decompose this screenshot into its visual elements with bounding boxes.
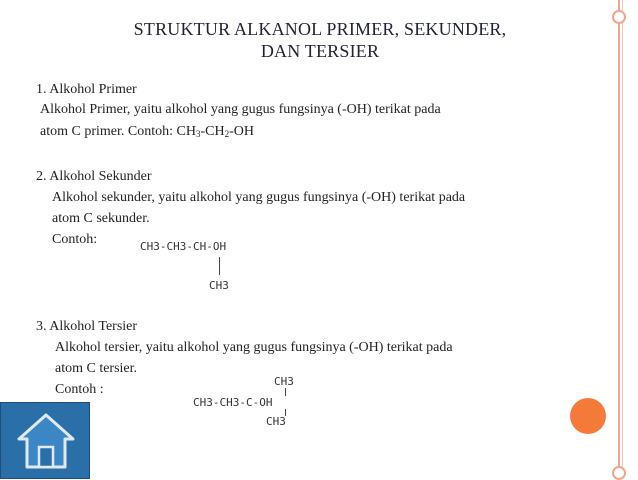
section-1-line-2-mid: -CH: [200, 124, 225, 139]
section-1-heading: 1. Alkohol Primer: [36, 82, 137, 97]
section-3-structure-top: CH3: [274, 375, 294, 388]
section-3-example-label: Contoh :: [55, 382, 104, 397]
section-3-line-2: atom C tersier.: [55, 361, 138, 376]
section-2-bond: [219, 257, 220, 275]
section-1-sub-2: 2: [224, 129, 230, 139]
section-3-structure-bottom: CH3: [266, 415, 286, 428]
decor-circle-bottom: [612, 466, 626, 480]
decor-circle-top: [612, 10, 626, 24]
section-2-structure-branch: CH3: [209, 279, 229, 292]
right-border-line-thin: [622, 0, 623, 479]
section-3-line-1: Alkohol tersier, yaitu alkohol yang gugus fungsinya (-OH) terikat pada: [55, 340, 453, 355]
orange-dot: [570, 398, 606, 434]
slide-title: [60, 18, 580, 62]
home-icon: [15, 411, 77, 471]
section-2-structure-main: CH3-CH3-CH-OH: [140, 240, 227, 253]
section-3-structure-main: CH3-CH3-C-OH: [193, 396, 273, 409]
section-3-heading: 3. Alkohol Tersier: [36, 319, 138, 334]
section-1-line-2-prefix: atom C primer. Contoh: CH: [40, 124, 196, 139]
section-1-sub-1: 3: [195, 129, 201, 139]
section-2-heading: 2. Alkohol Sekunder: [36, 169, 152, 184]
section-1-line-2-suffix: -OH: [229, 124, 254, 139]
title-line-2: DAN TERSIER: [260, 41, 380, 61]
section-2-line-2: atom C sekunder.: [52, 211, 150, 226]
home-button[interactable]: [0, 402, 90, 479]
right-border-line: [618, 0, 620, 479]
section-1-line-1: Alkohol Primer, yaitu alkohol yang gugus fungsinya (-OH) terikat pada: [40, 102, 441, 117]
title-line-1: STRUKTUR ALKANOL PRIMER, SEKUNDER,: [133, 19, 507, 39]
section-1-line-2: [40, 123, 254, 141]
section-2-example-label: Contoh:: [52, 232, 98, 247]
section-2-line-1: Alkohol sekunder, yaitu alkohol yang gugus fungsinya (-OH) terikat pada: [52, 190, 466, 205]
section-3-bond-top: [285, 388, 286, 396]
